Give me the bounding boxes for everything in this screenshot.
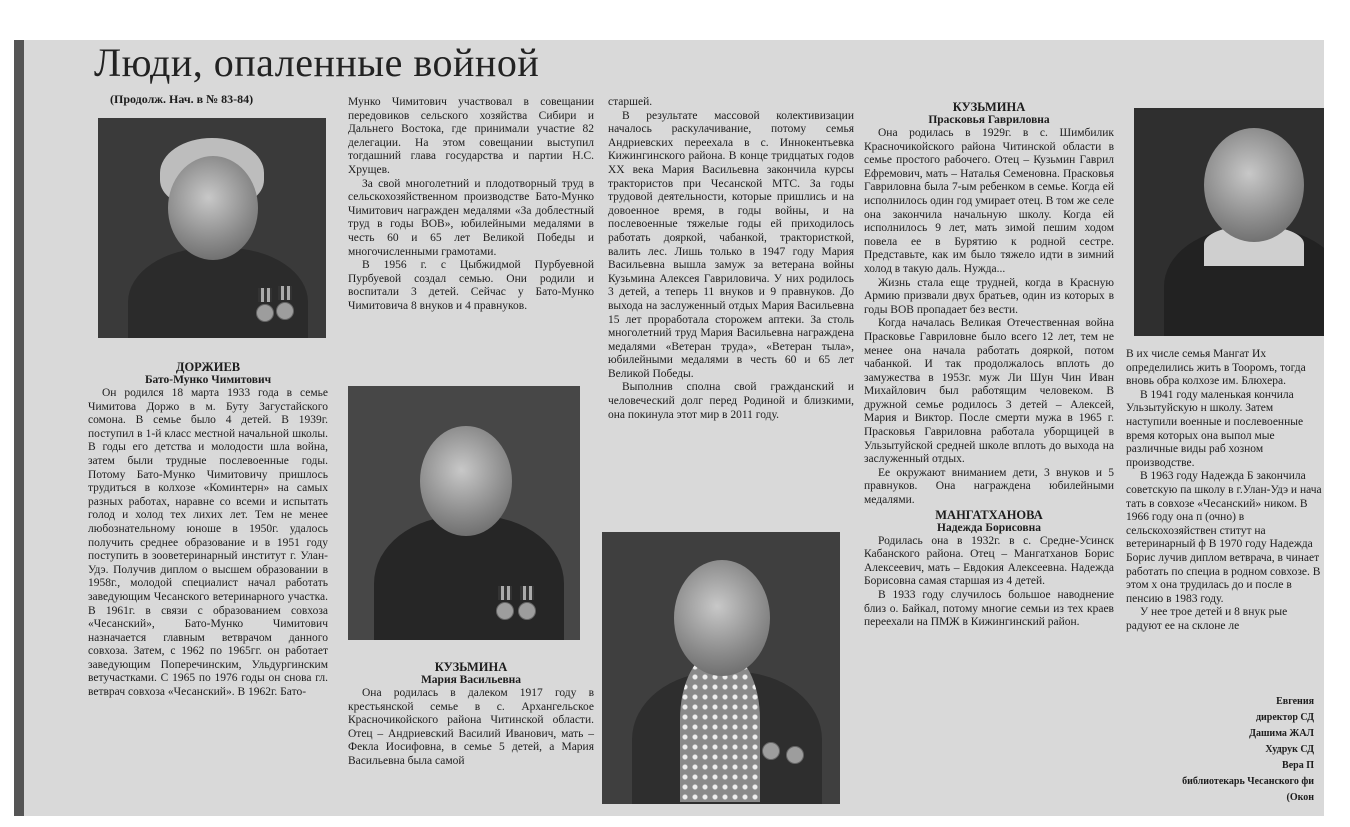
person-surname: КУЗЬМИНА <box>434 660 508 674</box>
signature-line: Вера П <box>1282 760 1314 771</box>
paragraph: Выполнив сполна свой гражданский и человеческий долг перед Родиной и близкими, она покинула этот мир в 2011 году. <box>608 381 854 421</box>
photo-kuzmina-maria <box>348 386 580 640</box>
newspaper-clipping <box>14 40 1324 816</box>
paragraph: В 1941 году маленькая кончила Ульзытуйскую н школу. Затем наступили военные и послевоенные время которых она выпол мые различные виды раб хозном производстве. <box>1126 388 1304 469</box>
column-5 <box>1126 348 1324 633</box>
person-name: Надежда Борисовна <box>937 521 1041 534</box>
article-title: Люди, опаленные войной <box>94 40 540 85</box>
paragraph: Мунко Чимитович участвовал в совещании передовиков сельского хозяйства Сибири и Дальнего Востока, где принимали участие 82 делегации. На этом совещании выступил тогдашний глава государства и партии Н.С. Хрущев. <box>348 96 594 176</box>
photo-face <box>420 426 512 536</box>
signature-line: Дашима ЖАЛ <box>1249 728 1314 739</box>
paragraph: Ее окружают вниманием дети, 3 внуков и 5 правнуков. Она награждена юбилейными медалями. <box>864 466 1114 507</box>
paragraph: старшей. <box>608 96 653 108</box>
medal <box>276 302 294 320</box>
medal <box>496 602 514 620</box>
signature-line: Евгения <box>1276 696 1314 707</box>
paragraph: В 1956 г. с Цыбжидмой Пурбуевной Пурбуевой создал семью. Они родили и воспитали 3 детей. Сейчас у Бато-Мунко Чимитовича 8 внуков и 4 правнуков. <box>348 259 594 312</box>
paragraph: Она родилась в 1929г. в с. Шимбилик Красночикойского района Читинской области в семье простого рабочего. Отец – Кузьмин Гаврил Ефремович, мать – Наталья Семеновна. Прасковья Гавриловна была 7-ым ребенком в семье. Когда ей исполнилось один год умирает отец. В том же селе она закончила начальную школу. Когда ей исполнилось 9 лет, мать зимой пешим ходом повела ее в Бурятию к родной сестре. Представьте, как им было тяжело идти в зимний холод в такую даль. Нужда... <box>864 127 1114 275</box>
scan-edge <box>14 40 24 816</box>
photo-mangatkhanova <box>1134 108 1324 336</box>
photo-face <box>674 560 770 676</box>
person-name: Бато-Мунко Чимитович <box>144 374 272 386</box>
paragraph: Он родился 18 марта 1933 года в семье Чимитова Доржо в м. Буту Загустайского сомона. В семье было 4 детей. В 1939г. поступил в 1-й класс местной начальной школы. В годы его детства и молодости шла война, затем были трудные послевоенные годы. Потому Бато-Мунко Чимитовичу пришлось трудиться в колхозе «Коминтерн» на самых разных работах, наравне со всеми и испытать голод и холод тех лихих лет. Тем не менее любознательному юноше в 1950г. удалось получить среднее образование и в 1951 году поступить в зооветеринарный институт г. Улан-Удэ. Получив диплом о высшем образовании в 1958г., молодой специалист начал работать заведующим Чесанского ветеринарного участка. В 1961г. в связи с образованием совхоза «Чесанский», Бато-Мунко Чимитович назначается главным ветврачом данного совхоза. Затем, с 1962 по 1965гг. он работает заведующим Поперечинским, Ульдургинским ветучастками. С 1965 по 1976 годы он снова гл. ветврач совхоза «Чесанский». В 1962г. Бато- <box>88 387 328 699</box>
photo-face <box>168 156 258 260</box>
article-continuation-note: (Продолж. Нач. в № 83-84) <box>110 92 254 106</box>
paragraph: Родилась она в 1932г. в с. Средне-Усинск Кабанского района. Отец – Мангатханов Борис Алексеевич, мать – Евдокия Алексеевна. Надежда Борисовна самая старшая из 4 детей. <box>864 534 1114 588</box>
column-2-lower <box>348 660 594 769</box>
person-name: Прасковья Гавриловна <box>928 114 1050 126</box>
paragraph: В их числе семья Мангат Их определились жить в Тооромъ, тогда вновь обра колхозе им. Блюхера. <box>1126 348 1306 388</box>
paragraph: Когда началась Великая Отечественная война Прасковье Гавриловне было всего 12 лет, тем не менее она начала работать дояркой, потом чабанкой. И так продолжалось вплоть до замужества в 1953г. муж Ли Шун Чин Иван Михайлович был работящим человеком. В дружной семье родилось 3 детей – Алексей, Мария и Виктор. После смерти мужа в 1965 г. Прасковья Гавриловна работала уборщицей в Ульзытуйской средней школе вплоть до выхода на заслуженный отдых. <box>864 317 1114 466</box>
signature-line: (Окон <box>1286 792 1314 803</box>
signature-line: библиотекарь Чесанского фи <box>1182 776 1314 787</box>
photo-kuzmina-praskovya <box>602 532 840 804</box>
medal <box>256 304 274 322</box>
signature-line: директор СД <box>1255 712 1314 723</box>
signature-block <box>1182 694 1314 806</box>
photo-dorzhiev <box>98 118 326 338</box>
person-surname: КУЗЬМИНА <box>952 100 1026 114</box>
person-surname: ДОРЖИЕВ <box>175 360 241 374</box>
medal-ribbon <box>520 586 534 600</box>
signature-line: Худрук СД <box>1265 744 1314 755</box>
paragraph: Жизнь стала еще трудней, когда в Красную Армию призвали двух братьев, один из которых в годы ВОВ пропадает без вести. <box>864 276 1114 316</box>
person-name: Мария Васильевна <box>420 674 522 686</box>
photo-face <box>1204 128 1304 242</box>
column-4 <box>864 100 1114 630</box>
medal <box>762 742 780 760</box>
person-surname: МАНГАТХАНОВА <box>935 507 1043 522</box>
column-3 <box>608 96 854 422</box>
paragraph: У нее трое детей и 8 внук рые радуют ее на склоне ле <box>1126 606 1288 632</box>
paragraph: За свой многолетний и плодотворный труд в сельскохозяйственном производстве Бато-Мунко Чимитович награжден медалями «За доблестный труд в годы ВОВ», юбилейными медалями в честь 60 и 65 лет Великой Победы и многочисленными грамотами. <box>348 177 594 258</box>
column-2 <box>348 96 594 314</box>
paragraph: В 1933 году случилось большое наводнение близ о. Байкал, потому многие семьи из тех краев переехали на ПМЖ в Кижингинский район. <box>864 589 1114 629</box>
paragraph: Она родилась в далеком 1917 году в крестьянской семье в с. Архангельское Красночикойского района Читинской области. Отец – Андриевский Василий Иванович, мать – Фекла Иосифовна, в семье 5 детей, а Мария Васильевна была самой <box>348 687 594 767</box>
medal <box>786 746 804 764</box>
column-1 <box>88 360 328 700</box>
medal-ribbon <box>258 288 272 302</box>
paragraph: В 1963 году Надежда Б закончила советскую па школу в г.Улан-Удэ и нача тать в совхозе «Чесанский» ником. В 1966 году она п (очно) в сельскохозяйствен ститут на ветеринарный ф В 1970 году Надежда Борис лучив диплом ветврача, в чинает работать по специа в родном совхозе. В этом х она трудилась до и после в пенсию в 1983 году. <box>1126 470 1322 605</box>
medal <box>518 602 536 620</box>
medal-ribbon <box>278 286 292 300</box>
medal-ribbon <box>498 586 512 600</box>
paragraph: В результате массовой колективизации началось раскулачивание, потому семья Андриевских переехала в с. Иннокентьевка Кижингинского района. В конце тридцатых годов XX века Мария Васильевна закончила курсы трактористов при Чесанской МТС. За годы трудовой деятельности, которые пришлись и на довоенное время, в годы войны, и на послевоенные тяжелые годы ей приходилось работать дояркой, чабанкой, трактористкой, валить лес. Лишь только в 1947 году Мария Васильевна вышла замуж за ветерана войны Кузьмина Алексея Гавриловича. У них родилось 3 детей, а теперь 11 внуков и 9 правнуков. До выхода на заслуженный отдых Мария Васильевна 15 лет проработала сторожем аптеки. За столь многолетний труд Мария Васильевна награждена медалями «Ветеран труда», «Ветеран тыла», юбилейными медалями в честь 60 и 65 лет Великой Победы. <box>608 109 854 380</box>
